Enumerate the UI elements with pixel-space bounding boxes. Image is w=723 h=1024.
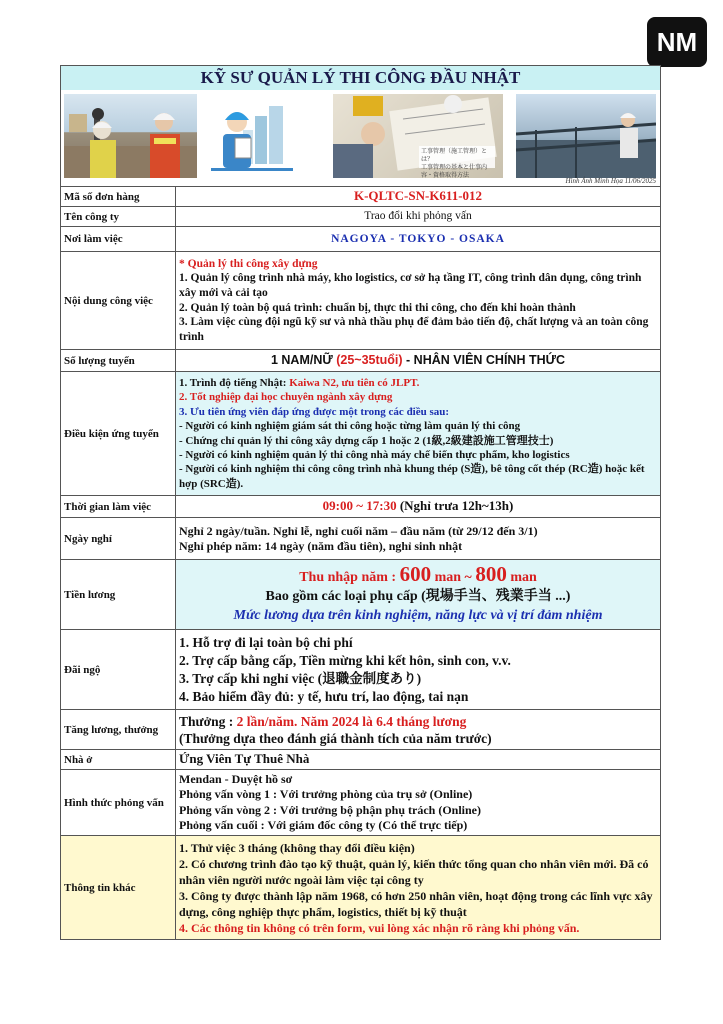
order-code-value: K-QLTC-SN-K611-012 <box>176 187 661 207</box>
bonus-value <box>176 710 661 750</box>
label-location: Nơi làm việc <box>61 227 176 252</box>
holidays-line: Nghỉ phép năm: 14 ngày (năm đầu tiên), nghỉ sinh nhật <box>179 538 463 553</box>
hours-note: (Nghỉ trưa 12h~13h) <box>396 498 514 514</box>
row-location <box>61 227 661 252</box>
label-company: Tên công ty <box>61 207 176 227</box>
benefit-item: 4. Bảo hiểm đầy đủ: y tế, hưu trí, lao động, tai nạn <box>179 688 469 704</box>
other-info-value <box>176 836 661 940</box>
label-benefits: Đãi ngộ <box>61 630 176 710</box>
interview-value <box>176 770 661 836</box>
conditions-value <box>176 372 661 496</box>
label-order-code: Mã số đơn hàng <box>61 187 176 207</box>
quantity-pre: 1 NAM/NỮ <box>270 353 337 368</box>
illustration-engineer <box>211 94 293 178</box>
job-content-value <box>176 252 661 350</box>
row-benefits <box>61 630 661 710</box>
photo-credit: Hình Ảnh Minh Họa 11/06/2025 <box>565 177 656 185</box>
hours-time: 09:00 ~ 17:30 <box>322 498 397 514</box>
brand-logo: NM <box>647 17 707 67</box>
row-company <box>61 207 661 227</box>
quantity-age: (25~35tuổi) <box>336 353 403 368</box>
salary-range: Thu nhập năm : 600 man ~ 800 man <box>299 561 537 586</box>
page-title: KỸ SƯ QUẢN LÝ THI CÔNG ĐẦU NHẬT <box>60 65 661 90</box>
job-content-line: 1. Quản lý công trình nhà máy, kho logistics, cơ sở hạ tầng IT, công trình dân dụng, công trình xây mới và cải tạo <box>179 272 642 299</box>
row-job-content <box>61 252 661 350</box>
interview-step: Phỏng vấn cuối : Với giám đốc công ty (Có thể trực tiếp) <box>179 818 468 832</box>
benefit-item: 2. Trợ cấp bằng cấp, Tiền mừng khi kết hôn, sinh con, v.v. <box>179 652 511 668</box>
label-conditions: Điều kiện ứng tuyển <box>61 372 176 496</box>
label-bonus: Tăng lương, thưởng <box>61 710 176 750</box>
row-housing <box>61 750 661 770</box>
label-quantity: Số lượng tuyển <box>61 350 176 372</box>
photo-blueprint <box>333 94 503 178</box>
benefit-item: 3. Trợ cấp khi nghỉ việc (退職金制度あり) <box>179 670 422 686</box>
row-salary <box>61 560 661 630</box>
label-holidays: Ngày nghỉ <box>61 518 176 560</box>
job-content-line: 3. Làm việc cùng đội ngũ kỹ sư và nhà thầu phụ để đảm bảo tiến độ, chất lượng và an toàn công trình <box>179 316 649 343</box>
housing-value: Ứng Viên Tự Thuê Nhà <box>176 750 661 770</box>
hours-value <box>176 496 661 518</box>
job-content-heading: * Quản lý thi công xây dựng <box>179 257 318 270</box>
other-info-item: 1. Thử việc 3 tháng (không thay đổi điều kiện) <box>179 840 415 855</box>
label-salary: Tiền lương <box>61 560 176 630</box>
photo-strip <box>60 90 661 186</box>
holidays-line: Nghỉ 2 ngày/tuần. Nghỉ lễ, nghỉ cuối năm – đầu năm (từ 29/12 đến 3/1) <box>179 523 538 538</box>
photo-surveyors <box>64 94 197 178</box>
photo-caption: 工事管理（施工管理）とは？ 工事管理の基本と仕事内容・資格取得方法 <box>421 148 488 178</box>
condition-item: - Người có kinh nghiệm thi công công trình nhà khung thép (S造), bê tông cốt thép (RC造) hoặc kết hợp (SRC造). <box>179 463 645 490</box>
row-hours <box>61 496 661 518</box>
condition-item: - Chứng chỉ quản lý thi công xây dựng cấp 1 hoặc 2 (1級,2級建設施工管理技士) <box>179 434 554 447</box>
quantity-value <box>176 350 661 372</box>
holidays-value <box>176 518 661 560</box>
label-other-info: Thông tin khác <box>61 836 176 940</box>
photo-steel-structure <box>516 94 656 178</box>
row-interview <box>61 770 661 836</box>
benefit-item: 1. Hỗ trợ đi lại toàn bộ chi phí <box>179 634 353 650</box>
company-value: Trao đổi khi phỏng vấn <box>176 207 661 227</box>
condition-degree: 2. Tốt nghiệp đại học chuyên ngành xây dựng <box>179 391 393 404</box>
condition-item: - Người có kinh nghiệm giám sát thi công hoặc từng làm quản lý thi công <box>179 420 521 433</box>
job-sheet <box>60 65 661 940</box>
salary-basis: Mức lương dựa trên kinh nghiệm, năng lực và vị trí đảm nhiệm <box>233 607 603 623</box>
job-details-table <box>60 186 661 940</box>
condition-item: - Người có kinh nghiệm quản lý thi công nhà máy chế biến thực phẩm, kho logistics <box>179 448 570 461</box>
row-holidays <box>61 518 661 560</box>
bonus-line: Thưởng : 2 lần/năm. Năm 2024 là 6.4 tháng lương <box>179 713 467 729</box>
other-info-item: 3. Công ty được thành lập năm 1968, có hơn 250 nhân viên, hoạt động trong các lĩnh vực xây dựng, công nghiệp thực phẩm, logistics, thiết bị kỹ thuật <box>179 888 653 919</box>
label-interview: Hình thức phỏng vấn <box>61 770 176 836</box>
condition-priority: 3. Ưu tiên ứng viên đáp ứng được một trong các điều sau: <box>179 405 450 418</box>
row-conditions <box>61 372 661 496</box>
salary-value <box>176 560 661 630</box>
row-quantity <box>61 350 661 372</box>
interview-step: Mendan - Duyệt hồ sơ <box>179 771 293 786</box>
label-job-content: Nội dung công việc <box>61 252 176 350</box>
bonus-note: (Thưởng dựa theo đánh giá thành tích của năm trước) <box>179 730 492 746</box>
location-value: NAGOYA - TOKYO - OSAKA <box>176 227 661 252</box>
interview-step: Phỏng vấn vòng 2 : Với trưởng bộ phận phụ trách (Online) <box>179 802 481 817</box>
label-hours: Thời gian làm việc <box>61 496 176 518</box>
condition-language: 1. Trình độ tiếng Nhật: Kaiwa N2, ưu tiên có JLPT. <box>179 376 420 389</box>
benefits-value <box>176 630 661 710</box>
interview-step: Phỏng vấn vòng 1 : Với trưởng phòng của trụ sở (Online) <box>179 787 473 801</box>
salary-allowances: Bao gồm các loại phụ cấp (現場手当、残業手当 ...) <box>265 588 571 604</box>
job-content-line: 2. Quản lý toàn bộ quá trình: chuẩn bị, thực thi thi công, cho đến khi hoàn thành <box>179 301 576 314</box>
row-order-code <box>61 187 661 207</box>
label-housing: Nhà ở <box>61 750 176 770</box>
row-bonus <box>61 710 661 750</box>
other-info-item: 2. Có chương trình đào tạo kỹ thuật, quản lý, kiến thức tổng quan cho nhân viên mới. Đã có nhân viên người nước ngoài làm việc tại công ty <box>179 856 649 887</box>
other-info-note: 4. Các thông tin không có trên form, vui lòng xác nhận rõ ràng khi phỏng vấn. <box>179 920 580 935</box>
quantity-post: - NHÂN VIÊN CHÍNH THỨC <box>402 353 566 368</box>
row-other-info <box>61 836 661 940</box>
